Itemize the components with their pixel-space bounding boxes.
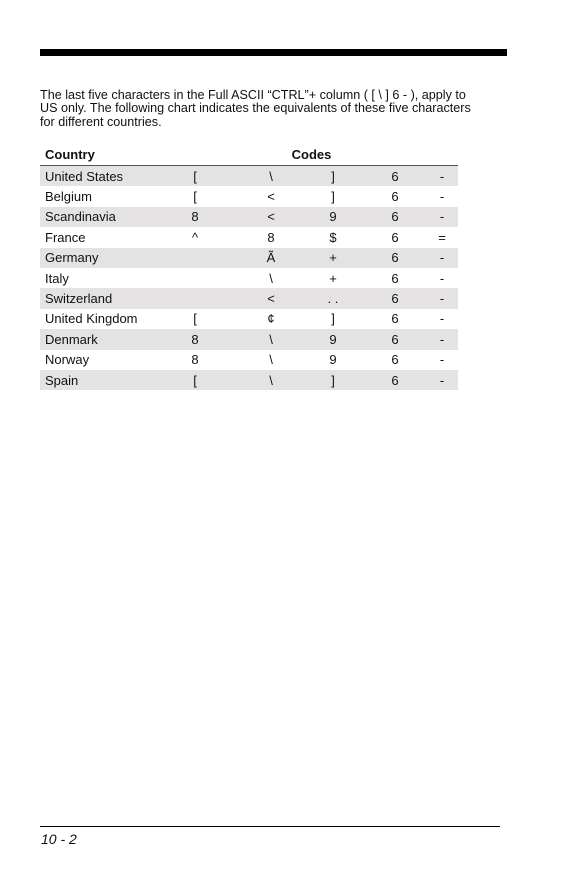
code-cell: <: [267, 189, 275, 205]
code-cell: 8: [165, 207, 240, 227]
codes-column-header: Codes: [165, 144, 458, 166]
code-cell: 6: [391, 311, 399, 327]
code-cell: \: [240, 370, 302, 390]
country-cell: Norway: [45, 352, 90, 368]
code-cell: +: [329, 270, 337, 286]
table-row: [40, 186, 458, 206]
code-cell: 8: [267, 229, 275, 245]
code-cell: +: [302, 248, 364, 268]
code-cell: 8: [165, 329, 240, 349]
code-cell: ]: [331, 311, 335, 327]
code-cell: -: [426, 248, 458, 268]
code-cell: -: [426, 288, 458, 308]
country-cell: United States: [40, 166, 165, 187]
code-cell: [: [165, 370, 240, 390]
code-cell: 6: [364, 288, 426, 308]
code-cell: 6: [391, 270, 399, 286]
country-cell: United Kingdom: [45, 311, 138, 327]
code-cell: 6: [364, 207, 426, 227]
country-cell: Spain: [40, 370, 165, 390]
code-cell: 9: [329, 352, 337, 368]
code-cell: [165, 288, 240, 308]
code-cell: 6: [391, 229, 399, 245]
table-row: [40, 309, 458, 329]
country-cell: France: [45, 229, 86, 245]
code-cell: \: [269, 270, 273, 286]
code-cell: -: [426, 166, 458, 187]
intro-line: for different countries.: [40, 114, 162, 129]
header-rule: [40, 49, 507, 56]
code-cell: \: [269, 352, 273, 368]
table-row: [40, 227, 458, 247]
code-cell: \: [240, 166, 302, 187]
code-cell: -: [439, 270, 445, 286]
country-cell: Switzerland: [40, 288, 165, 308]
table-header-row: [40, 144, 458, 166]
country-codes-table: [40, 144, 458, 390]
code-cell: [: [193, 311, 197, 327]
code-cell: 6: [391, 352, 399, 368]
code-cell: Ã: [240, 248, 302, 268]
page-number: 10 - 2: [41, 831, 77, 847]
code-cell: 9: [302, 329, 364, 349]
code-cell: 6: [364, 329, 426, 349]
code-cell: ]: [302, 370, 364, 390]
code-cell: ^: [191, 229, 199, 245]
table-row: [40, 248, 458, 268]
code-cell: <: [240, 207, 302, 227]
code-cell: 9: [302, 207, 364, 227]
code-cell: -: [426, 370, 458, 390]
country-column-header: Country: [40, 144, 165, 166]
code-cell: -: [426, 329, 458, 349]
table-row: [40, 350, 458, 370]
code-cell: 6: [391, 189, 399, 205]
code-cell: . .: [302, 288, 364, 308]
code-cell: -: [439, 189, 445, 205]
country-cell: Scandinavia: [40, 207, 165, 227]
code-cell: [: [165, 166, 240, 187]
country-cell: Denmark: [40, 329, 165, 349]
code-cell: [: [193, 189, 197, 205]
code-cell: 6: [364, 248, 426, 268]
code-cell: <: [240, 288, 302, 308]
code-cell: ]: [302, 166, 364, 187]
country-cell: Belgium: [45, 189, 92, 205]
code-cell: ¢: [267, 311, 275, 327]
table-row: [40, 207, 458, 227]
code-cell: 6: [364, 370, 426, 390]
code-cell: [165, 248, 240, 268]
intro-line: The last five characters in the Full ASCII “CTRL”+ column ( [ \ ] 6 - ), apply to: [40, 88, 466, 102]
country-cell: Germany: [40, 248, 165, 268]
intro-paragraph: [40, 89, 510, 129]
table-row: [40, 166, 458, 187]
code-cell: -: [426, 207, 458, 227]
code-cell: ]: [331, 189, 335, 205]
code-cell: =: [438, 229, 446, 245]
intro-line: US only. The following chart indicates the equivalents of these five characters: [40, 101, 471, 116]
code-cell: 8: [191, 352, 199, 368]
table-row: [40, 329, 458, 349]
table-row: [40, 268, 458, 288]
table-row: [40, 370, 458, 390]
code-cell: \: [240, 329, 302, 349]
code-cell: 6: [364, 166, 426, 187]
code-cell: [165, 268, 240, 288]
code-cell: $: [329, 229, 337, 245]
code-cell: -: [439, 311, 445, 327]
table-row: [40, 288, 458, 308]
footer-rule: [40, 826, 500, 827]
code-cell: -: [439, 352, 445, 368]
country-cell: Italy: [45, 270, 69, 286]
